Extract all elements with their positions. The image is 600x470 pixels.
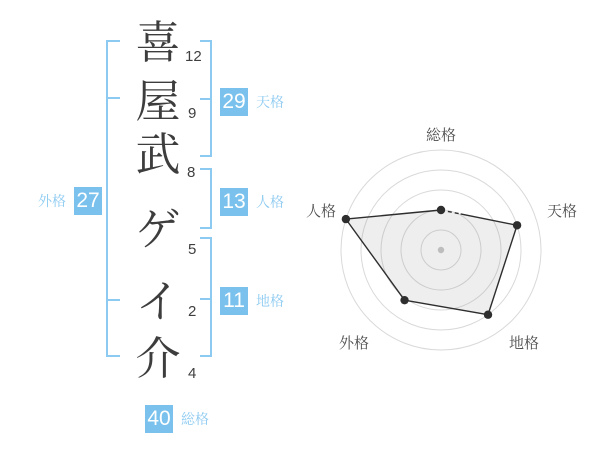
radar-data-point — [400, 296, 408, 304]
soukaku-value-badge: 40 — [145, 405, 173, 433]
name-character: 武 — [135, 129, 181, 180]
radar-data-area — [346, 210, 517, 315]
gaikaku-badge-group — [38, 187, 102, 215]
radar-data-point — [484, 311, 492, 319]
stroke-count: 8 — [187, 164, 196, 181]
stroke-count: 5 — [188, 241, 197, 258]
soukaku-label: 総格 — [181, 411, 209, 427]
jinkaku-value-badge: 13 — [220, 188, 248, 216]
chikaku-value-badge: 11 — [220, 287, 248, 315]
radar-axis-label-soukaku: 総格 — [426, 127, 457, 144]
name-character: 喜 — [135, 17, 181, 68]
name-character: ゲ — [135, 204, 181, 255]
radar-axis-label-tenkaku: 天格 — [547, 203, 578, 220]
radar-chart-svg — [291, 120, 591, 380]
tenkaku-value-badge: 29 — [220, 88, 248, 116]
soukaku-badge-group — [145, 405, 209, 433]
gaikaku-value-badge: 27 — [74, 187, 102, 215]
radar-data-point — [342, 215, 350, 223]
radar-axis-label-gaikaku: 外格 — [339, 335, 370, 352]
radar-data-point — [437, 206, 445, 214]
chikaku-label: 地格 — [256, 293, 284, 309]
name-character: イ — [135, 276, 181, 327]
stroke-count: 12 — [185, 48, 202, 65]
radar-center-dot — [438, 247, 444, 253]
radar-data-point — [513, 221, 521, 229]
radar-axis-label-chikaku: 地格 — [509, 335, 540, 352]
name-character: 屋 — [135, 76, 181, 127]
jinkaku-label: 人格 — [256, 194, 284, 210]
gaikaku-label: 外格 — [38, 193, 66, 209]
stroke-count: 2 — [188, 303, 197, 320]
stroke-count: 4 — [188, 365, 197, 382]
stroke-count: 9 — [188, 105, 197, 122]
jinkaku-badge-group — [220, 188, 284, 216]
tenkaku-badge-group — [220, 88, 284, 116]
radar-chart — [291, 120, 591, 380]
name-character: 介 — [135, 333, 181, 384]
tenkaku-label: 天格 — [256, 94, 284, 110]
chikaku-badge-group — [220, 287, 284, 315]
radar-axis-label-jinkaku: 人格 — [306, 203, 337, 220]
